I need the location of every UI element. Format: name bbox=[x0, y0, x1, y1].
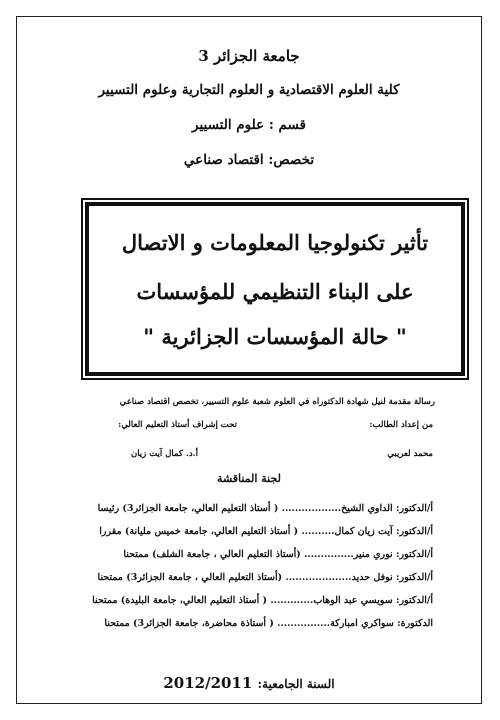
prepared-by-label: من إعداد الطالب: bbox=[369, 420, 433, 430]
academic-year-label: السنة الجامعية: bbox=[257, 677, 335, 691]
supervised-by-label: تحت إشراف أستاذ التعليم العالي: bbox=[118, 420, 237, 430]
specialty-name: تخصص: اقتصاد صناعي bbox=[183, 152, 315, 168]
title-frame-inner bbox=[85, 202, 465, 376]
thesis-title-line-1: تأثير تكنولوجيا المعلومات و الاتصال bbox=[121, 230, 429, 255]
committee-member: أ/الدكتور: سويسي عبد الوهاب............. ( أستاذ التعليم العالي، جامعة البليدة) ممتحنا bbox=[92, 595, 433, 606]
thesis-cover-page bbox=[16, 16, 482, 704]
committee-member: الدكتورة: سواكري امباركة................ ( أستاذة محاضرة، جامعة الجزائر3) ممتحنا bbox=[104, 618, 433, 629]
academic-year-value: 2012/2011 bbox=[163, 674, 253, 692]
committee-title: لجنة المناقشة bbox=[217, 472, 281, 485]
thesis-description: رسالة مقدمة لنيل شهادة الدكتوراه في العلوم شعبة علوم التسيير، تخصص اقتصاد صناعي bbox=[119, 397, 435, 407]
supervisor-name: أ.د. كمال آيت زيان bbox=[130, 449, 198, 459]
title-frame bbox=[81, 198, 469, 380]
committee-list bbox=[23, 503, 433, 641]
committee-member: أ/الدكتور: نوفل حديد.................... (أستاذ التعليم العالي ، جامعة الجزائر3) ممتحنا bbox=[97, 572, 433, 583]
committee-member: أ/الدكتور: آيت زيان كمال.......... ( أستاذ التعليم العالي، جامعة خميس مليانة) مقررا bbox=[99, 526, 433, 537]
thesis-title-line-2: على البناء التنظيمي للمؤسسات bbox=[136, 279, 414, 304]
academic-year bbox=[17, 674, 481, 692]
thesis-title-line-3: " حالة المؤسسات الجزائرية " bbox=[143, 324, 407, 349]
faculty-name: كلية العلوم الاقتصادية و العلوم التجارية وعلوم التسيير bbox=[98, 82, 400, 98]
committee-member: أ/الدكتور: نوري منير............... (أستاذ التعليم العالي ، جامعة الشلف) ممتحنا bbox=[123, 549, 433, 560]
department-name: قسم : علوم التسيير bbox=[192, 117, 306, 133]
committee-member: أ/الدكتور: الداوي الشيخ.................. ( أستاذ التعليم العالي، جامعة الجزائر3) رئيسا bbox=[97, 503, 433, 514]
university-name: جامعة الجزائر 3 bbox=[198, 47, 300, 65]
student-name: محمد لعريبي bbox=[387, 449, 433, 459]
